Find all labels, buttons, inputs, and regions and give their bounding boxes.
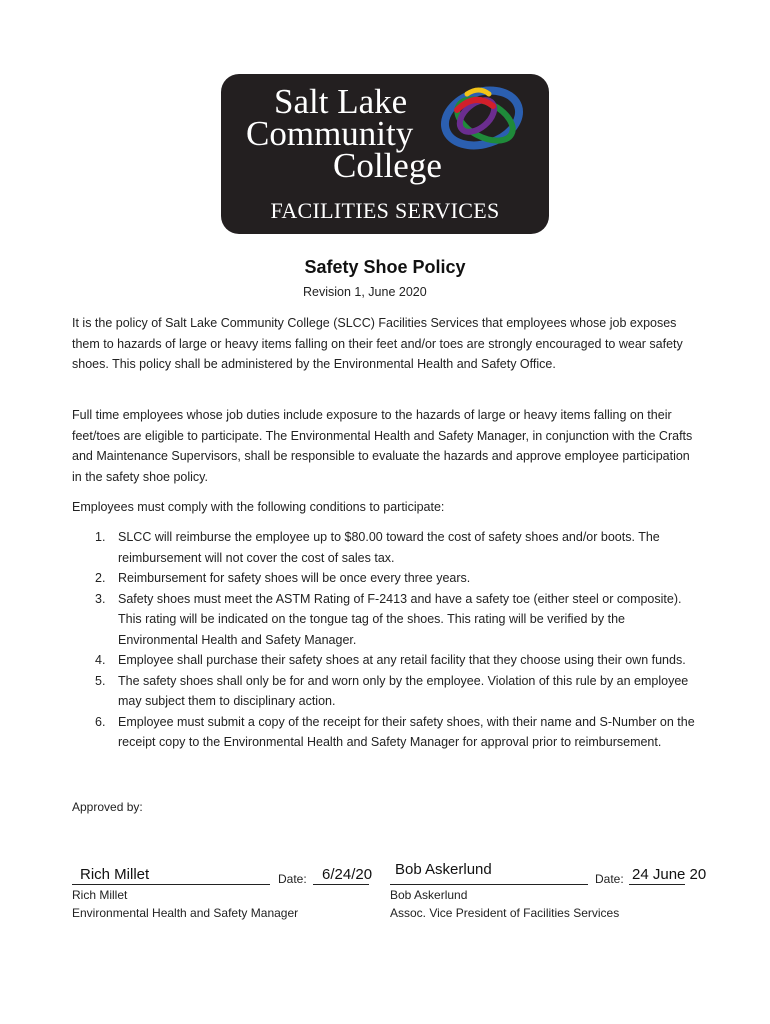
date-value-left: 6/24/20: [322, 866, 373, 883]
signature-line-right: [390, 884, 588, 885]
logo-line-community: Community: [246, 114, 414, 153]
date-line-left: [313, 884, 369, 885]
date-line-right: [629, 884, 685, 885]
slcc-facilities-logo: [221, 74, 549, 234]
list-item: 5. The safety shoes shall only be for and worn only by the employee. Violation of this rule by an employee may subject them to disciplinary action.: [95, 673, 689, 708]
logo-line-salt-lake: Salt Lake: [274, 82, 408, 121]
list-item: 1. SLCC will reimburse the employee up to $80.00 toward the cost of safety shoes and/or boots. The reimbursement will not cover the cost of sales tax.: [95, 530, 660, 565]
signature-bob-askerlund: Bob Askerlund: [395, 861, 492, 878]
conditions-intro: Employees must comply with the following conditions to participate:: [72, 500, 445, 514]
logo-facilities-services: FACILITIES SERVICES: [270, 198, 500, 223]
list-item: 2. Reimbursement for safety shoes will be once every three years.: [95, 571, 471, 585]
date-label-right: Date:: [595, 872, 624, 886]
title-right: Assoc. Vice President of Facilities Services: [390, 906, 620, 920]
list-item: 6. Employee must submit a copy of the receipt for their safety shoes, with their name and S-Number on the receipt copy to the Environmental Health and Safety Manager for approval prior to reimbursement.: [95, 714, 695, 749]
logo-emblem-icon: [427, 82, 537, 154]
revision-line: Revision 1, June 2020: [303, 285, 427, 299]
title-left: Environmental Health and Safety Manager: [72, 906, 299, 920]
logo-line-college: College: [333, 146, 442, 185]
signature-line-left: [72, 884, 270, 885]
conditions-list: [72, 527, 698, 753]
eligibility-paragraph: Full time employees whose job duties include exposure to the hazards of large or heavy items falling on their feet/toes are eligible to participate. The Environmental Health and Safety Manager, in conjunction with the Crafts and Maintenance Supervisors, shall be responsible to evaluate the hazards and approve employee participation in the safety shoe policy.: [72, 408, 693, 484]
list-item: 4. Employee shall purchase their safety shoes at any retail facility that they choose using their own funds.: [95, 653, 686, 667]
date-value-right: 24 June 20: [632, 866, 707, 883]
signature-rich-millet: Rich Millet: [80, 866, 150, 883]
date-label-left: Date:: [278, 872, 307, 886]
printed-name-left: Rich Millet: [72, 888, 128, 902]
list-item: 3. Safety shoes must meet the ASTM Rating of F-2413 and have a safety toe (either steel or composite). This rating will be indicated on the tongue tag of the shoes. This rating will be verified by the Environmental Health and Safety Manager.: [95, 591, 682, 647]
policy-paragraph: It is the policy of Salt Lake Community College (SLCC) Facilities Services that employees whose job exposes them to hazards of large or heavy items falling on their feet and/or toes are strongly encouraged to wear safety shoes. This policy shall be administered by the Environmental Health and Safety Office.: [72, 316, 683, 371]
page-title: Safety Shoe Policy: [304, 257, 466, 277]
approved-by-label: Approved by:: [72, 800, 143, 814]
printed-name-right: Bob Askerlund: [390, 888, 468, 902]
